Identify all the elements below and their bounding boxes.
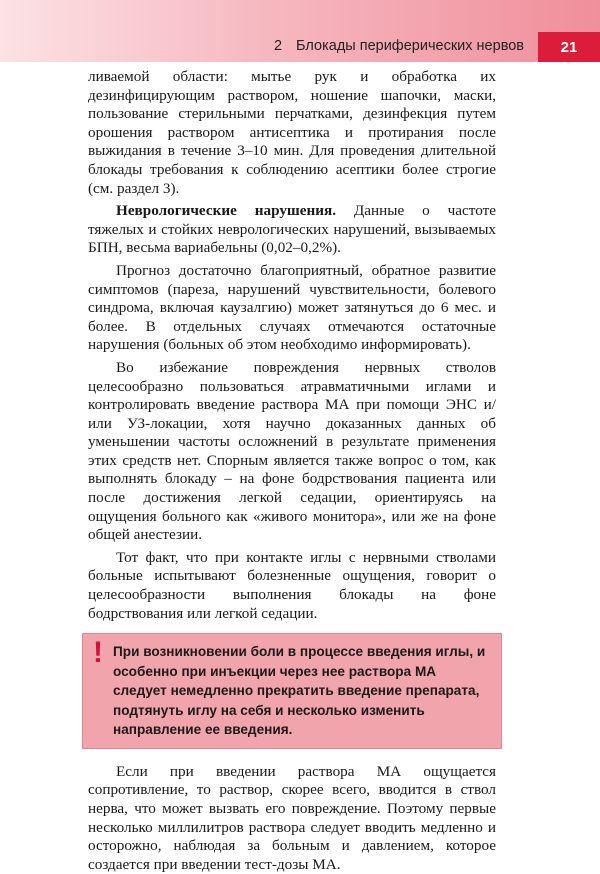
paragraph-neuro: [88, 202, 496, 258]
paragraph: Во избежание повреждения нервных стволов целесообразно пользоваться атравматичными иглами и контролировать введение раствора МА при помощи ЭНС и/или УЗ-локации, хотя научно доказанных данных об уменьшении частоты осложнений в результате применения этих средств нет. Спорным является также вопрос о том, как выполнять блокаду – на фоне бодрствования пациента или после достижения легкой седации, ориентируясь на ощущения больного как «живого монитора», или же на фоне общей анестезии.: [88, 358, 496, 544]
page-number-badge: 21: [538, 32, 600, 62]
paragraph: Тот факт, что при контакте иглы с нервными стволами больные испытывают болезненные ощущения, говорит о целесообразности выполнения блокады на фоне бодрствования или легкой седации.: [88, 548, 496, 622]
paragraph-final: Если при введении раствора МА ощущается сопротивление, то раствор, скорее всего, вводится в ствол нерва, что может вызвать его повреждение. Поэтому первые несколько миллилитров раствора следует вводить медленно и осторожно, наблюдая за больным и давлением, которое создается при введении тест-дозы МА.: [88, 762, 496, 873]
exclamation-icon: !: [93, 636, 103, 670]
warning-callout: [82, 633, 502, 749]
paragraph-text: Данные о частоте тяжелых и стойких неврологических нарушений, вызываемых БПН, весьма вариабельны (0,02–0,2%).: [88, 202, 496, 257]
paragraph: Прогноз достаточно благоприятный, обратное развитие симптомов (пареза, нарушений чувствительности, болевого синдрома, включая каузалгию) может затянуться до 6 мес. и более. В отдельных случаях отмечаются остаточные нарушения (больных об этом необходимо информировать).: [88, 261, 496, 354]
running-header: [274, 38, 524, 54]
warning-text: При возникновении боли в процессе введения иглы, и особенно при инъекции через нее раствора МА следует немедленно прекратить введение препарата, подтянуть иглу на себя и несколько изменить направление ее введения.: [113, 644, 486, 738]
chapter-number: 2: [273, 38, 283, 54]
page-body: [88, 68, 496, 874]
chapter-title: Блокады периферических нервов: [296, 38, 524, 54]
paragraph-term: Неврологические нарушения.: [116, 202, 337, 220]
paragraph: ливаемой области: мытье рук и обработка их дезинфицирующим раствором, ношение шапочки, маски, пользование стерильными перчатками, дезинфекция путем орошения раствором антисептика и протирания после выжидания в течение 3–10 мин. Для проведения длительной блокады требования к соблюдению асептики более строгие (см. раздел 3).: [88, 68, 496, 197]
